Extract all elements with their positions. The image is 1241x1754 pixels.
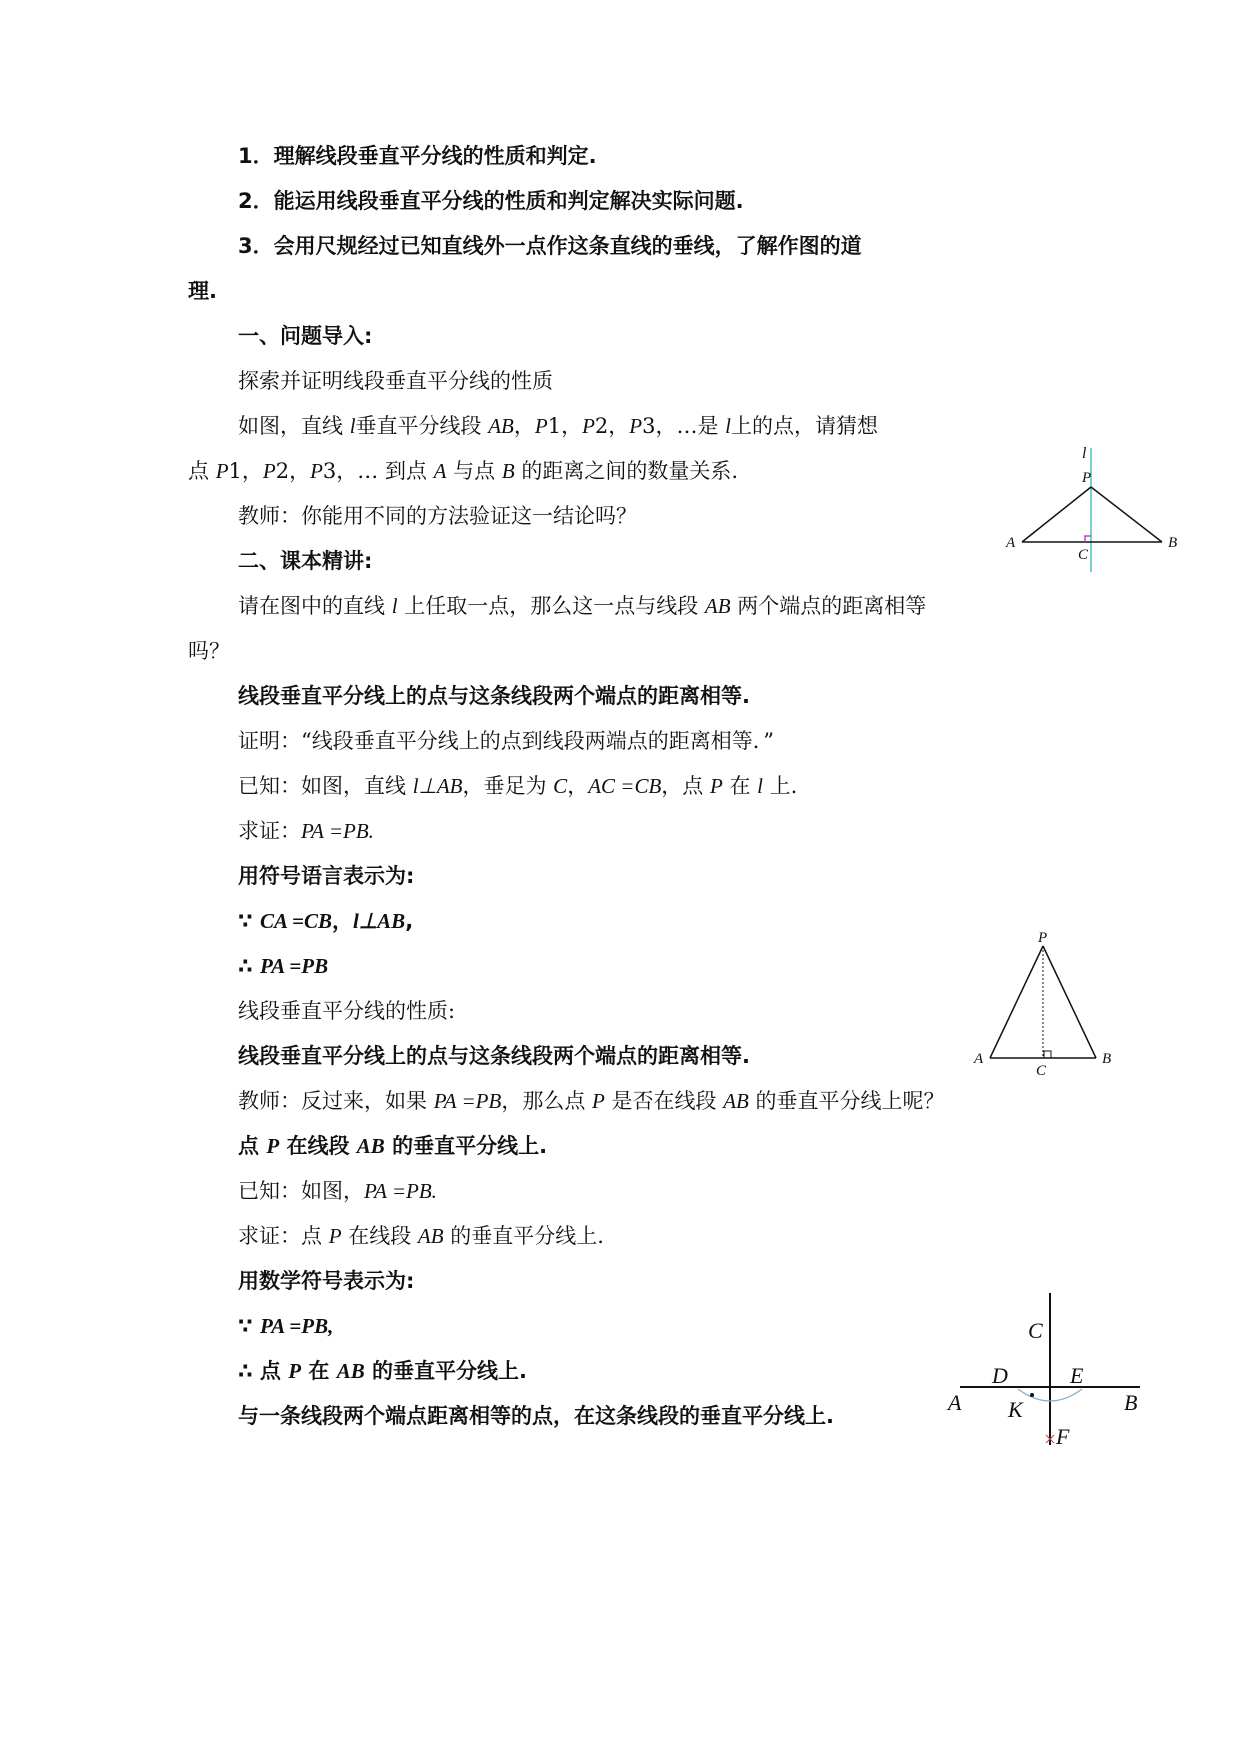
fig3-label-b: B [1124, 1390, 1138, 1415]
section2-therefore: ∴ PA =PB [238, 954, 329, 978]
fig1-label-b: B [1168, 535, 1178, 551]
fig2-label-c: C [1036, 1063, 1047, 1079]
section2-therefore2: ∴ 点 P 在 AB 的垂直平分线上. [238, 1359, 527, 1383]
fig3-label-f: F [1056, 1424, 1070, 1449]
objective-1: 1．理解线段垂直平分线的性质和判定. [238, 144, 597, 168]
fig3-label-k: K [1008, 1397, 1023, 1422]
fig2-label-p: P [1038, 930, 1048, 946]
objective-3-cont: 理. [188, 279, 217, 303]
section2-question: 请在图中的直线 l 上任取一点，那么这一点与线段 AB 两个端点的距离相等 [238, 594, 927, 618]
fig1-label-p: P [1082, 470, 1092, 486]
fig3-label-a: A [948, 1390, 962, 1415]
section2-bold4: 与一条线段两个端点距离相等的点，在这条线段的垂直平分线上. [238, 1404, 834, 1428]
figure-3-perpendicular-construction [940, 1285, 1150, 1460]
fig2-label-a: A [974, 1051, 984, 1067]
fig1-label-l: l [1082, 445, 1087, 462]
section2-prove2: 求证：点 P 在线段 AB 的垂直平分线上. [238, 1224, 604, 1248]
section2-teacher: 教师：反过来，如果 PA =PB，那么点 P 是否在线段 AB 的垂直平分线上呢？ [238, 1089, 945, 1113]
section2-bold2: 线段垂直平分线上的点与这条线段两个端点的距离相等. [238, 1044, 750, 1068]
section2-given: 已知：如图，直线 l⊥AB，垂足为 C，AC =CB，点 P 在 l 上. [238, 774, 798, 798]
fig3-label-e: E [1070, 1363, 1084, 1388]
section2-because: ∵ CA =CB，l⊥AB, [238, 909, 414, 933]
section1-line3: 点 P1，P2，P3，… 到点 A 与点 B 的距离之间的数量关系. [188, 459, 739, 483]
section2-prove: 求证：PA =PB. [238, 819, 374, 843]
section1-heading: 一、问题导入: [238, 324, 373, 348]
fig1-label-c: C [1078, 547, 1089, 563]
section2-proof: 证明：“线段垂直平分线上的点到线段两端点的距离相等．” [238, 729, 774, 753]
section1-line2: 如图，直线 l垂直平分线段 AB，P1，P2，P3，…是 l上的点，请猜想 [238, 414, 878, 438]
section2-symbol-heading: 用符号语言表示为: [238, 864, 415, 888]
section2-question-cont: 吗？ [188, 639, 230, 663]
section2-because2: ∵ PA =PB, [238, 1314, 334, 1338]
section2-given2: 已知：如图，PA =PB. [238, 1179, 437, 1203]
objective-2: 2．能运用线段垂直平分线的性质和判定解决实际问题. [238, 189, 744, 213]
section2-property-label: 线段垂直平分线的性质: [238, 999, 456, 1023]
section2-heading: 二、课本精讲: [238, 549, 373, 573]
figure-2-isosceles-triangle [960, 930, 1130, 1080]
fig2-label-b: B [1102, 1051, 1112, 1067]
figure-1-perpendicular-bisector [990, 440, 1190, 600]
section2-bold1: 线段垂直平分线上的点与这条线段两个端点的距离相等. [238, 684, 750, 708]
section2-bold3: 点 P 在线段 AB 的垂直平分线上. [238, 1134, 548, 1158]
fig3-label-d: D [992, 1363, 1008, 1388]
fig1-label-a: A [1006, 535, 1016, 551]
section1-line1: 探索并证明线段垂直平分线的性质 [238, 369, 553, 393]
section2-math-heading: 用数学符号表示为: [238, 1269, 415, 1293]
section1-line4: 教师：你能用不同的方法验证这一结论吗？ [238, 504, 637, 528]
fig3-label-c: C [1028, 1318, 1043, 1343]
objective-3: 3．会用尺规经过已知直线外一点作这条直线的垂线，了解作图的道 [238, 234, 862, 258]
